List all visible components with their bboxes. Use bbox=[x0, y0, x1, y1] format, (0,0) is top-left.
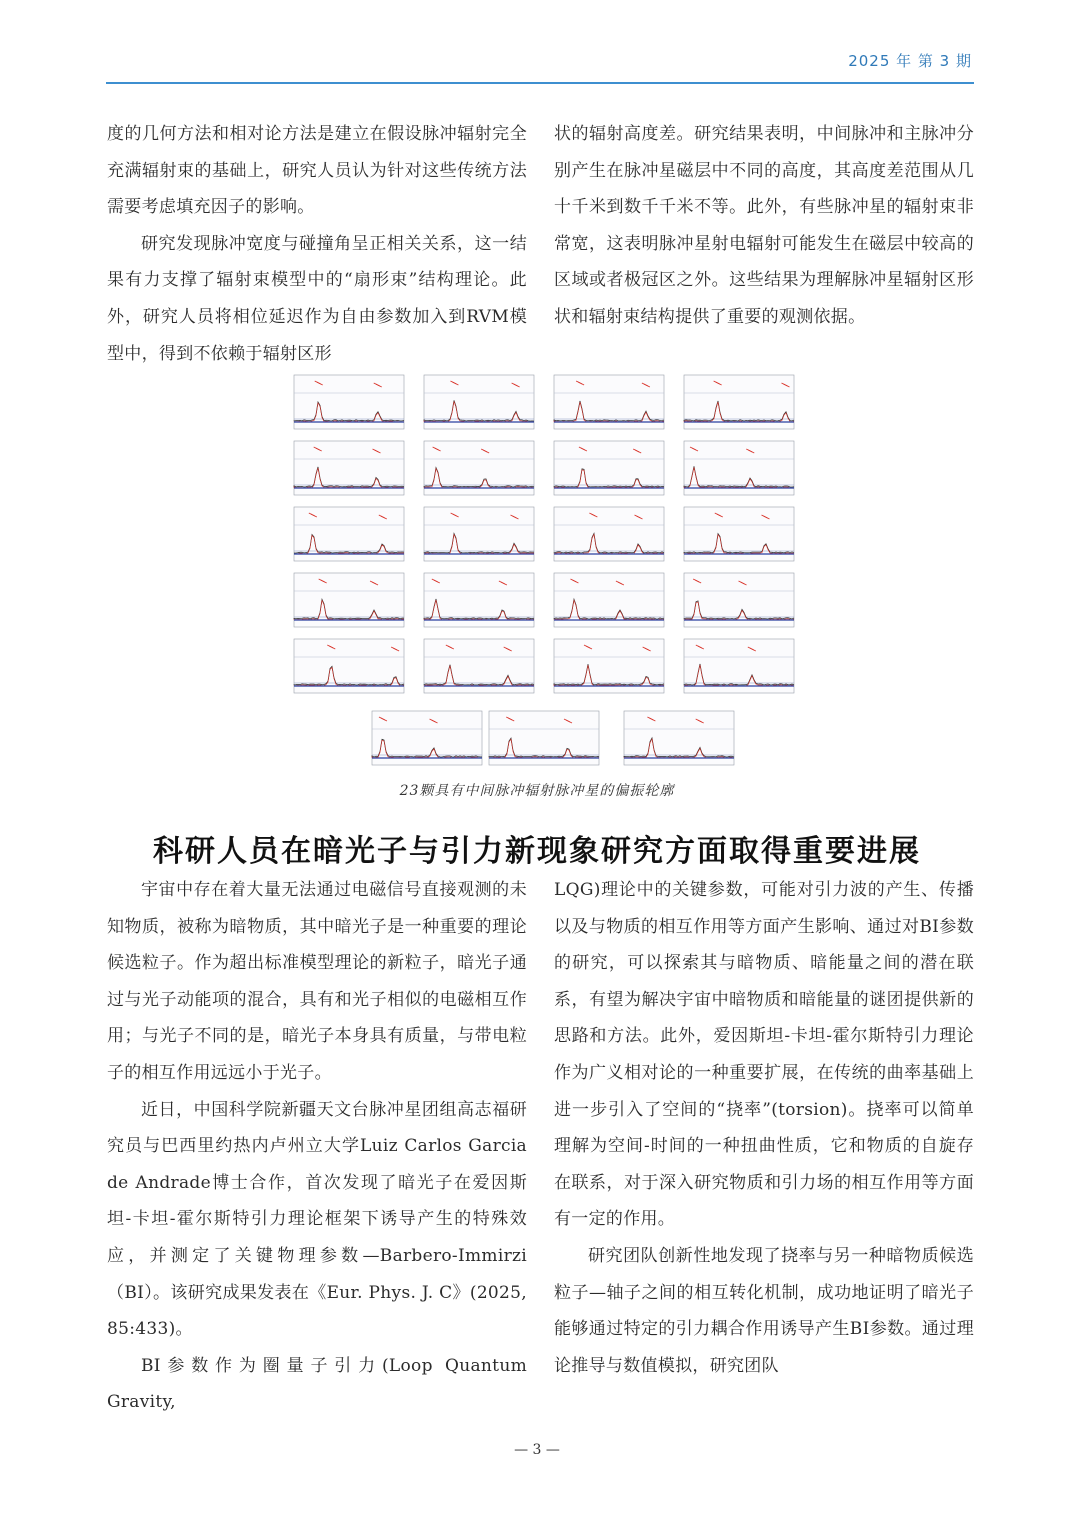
profile-panel bbox=[284, 437, 406, 499]
profile-panel bbox=[544, 371, 666, 433]
paragraph: 宇宙中存在着大量无法通过电磁信号直接观测的未知物质，被称为暗物质，其中暗光子是一种重要的理论候选粒子。作为超出标准模型理论的新粒子，暗光子通过与光子动能项的混合，具有和光子相似的电磁相互作用；与光子不同的是，暗光子本身具有质量，与带电粒子的相互作用远远小于光子。 bbox=[107, 880, 527, 1083]
paragraph: 研究团队创新性地发现了挠率与另一种暗物质候选粒子—轴子之间的相互转化机制，成功地证明了暗光子能够通过特定的引力耦合作用诱导产生BI参数。通过理论推导与数值模拟，研究团队 bbox=[554, 1245, 974, 1376]
profile-panel bbox=[284, 635, 406, 697]
profile-panel bbox=[414, 371, 536, 433]
article-title: 科研人员在暗光子与引力新现象研究方面取得重要进展 bbox=[153, 834, 921, 869]
issue-label: 2025 年 第 3 期 bbox=[848, 52, 972, 70]
profile-panel bbox=[674, 371, 796, 433]
profile-panel bbox=[544, 569, 666, 631]
paragraph: 度的几何方法和相对论方法是建立在假设脉冲辐射完全充满辐射束的基础上，研究人员认为针对这些传统方法需要考虑填充因子的影响。 bbox=[107, 124, 527, 218]
paragraph: 研究发现脉冲宽度与碰撞角呈正相关关系，这一结果有力支撑了辐射束模型中的“扇形束”结构理论。此外，研究人员将相位延迟作为自由参数加入到RVM模型中，得到不依赖于辐射区形 bbox=[107, 233, 527, 364]
article1-column-right bbox=[554, 116, 974, 336]
paragraph: BI参数作为圈量子引力(Loop Quantum Gravity, bbox=[107, 1355, 527, 1413]
article1-column-left bbox=[107, 116, 527, 372]
polarization-profiles-figure bbox=[284, 371, 796, 775]
article2-column-right bbox=[554, 872, 974, 1384]
profile-panel bbox=[544, 635, 666, 697]
profile-panel bbox=[674, 437, 796, 499]
profile-panel bbox=[544, 437, 666, 499]
profile-panel bbox=[362, 707, 484, 769]
profile-panel bbox=[614, 707, 736, 769]
article2-column-left bbox=[107, 872, 527, 1421]
profile-panel bbox=[414, 569, 536, 631]
paragraph: LQG)理论中的关键参数，可能对引力波的产生、传播以及与物质的相互作用等方面产生影响、通过对BI参数的研究，可以探索其与暗物质、暗能量之间的潜在联系，有望为解决宇宙中暗物质和暗能量的谜团提供新的思路和方法。此外，爱因斯坦-卡坦-霍尔斯特引力理论作为广义相对论的一种重要扩展，在传统的曲率基础上进一步引入了空间的“挠率”(torsion)。挠率可以简单理解为空间-时间的一种扭曲性质，它和物质的自旋存在联系，对于深入研究物质和引力场的相互作用等方面有一定的作用。 bbox=[554, 880, 974, 1230]
paragraph: 状的辐射高度差。研究结果表明，中间脉冲和主脉冲分别产生在脉冲星磁层中不同的高度，其高度差范围从几十千米到数千千米不等。此外，有些脉冲星的辐射束非常宽，这表明脉冲星射电辐射可能发生在磁层中较高的区域或者极冠区之外。这些结果为理解脉冲星辐射区形状和辐射束结构提供了重要的观测依据。 bbox=[554, 124, 974, 327]
profile-panel bbox=[544, 503, 666, 565]
profile-panel bbox=[284, 569, 406, 631]
profile-panel bbox=[414, 437, 536, 499]
profile-panel bbox=[414, 635, 536, 697]
profile-panel bbox=[284, 503, 406, 565]
profile-panel bbox=[674, 569, 796, 631]
profile-panel bbox=[414, 503, 536, 565]
profile-panel bbox=[284, 371, 406, 433]
page-number: — 3 — bbox=[514, 1442, 560, 1458]
profile-panel bbox=[479, 707, 601, 769]
profile-panel bbox=[674, 635, 796, 697]
paragraph: 近日，中国科学院新疆天文台脉冲星团组高志福研究员与巴西里约热内卢州立大学Luiz Carlos Garcia de Andrade博士合作，首次发现了暗光子在爱因斯坦-卡坦-霍尔斯特引力理论框架下诱导产生的特殊效应，并测定了关键物理参数—Barbero-Immirzi（BI）。该研究成果发表在《Eur. Phys. J. C》(2025, 85:433)。 bbox=[107, 1099, 527, 1340]
profile-panel bbox=[674, 503, 796, 565]
header-rule bbox=[106, 82, 974, 84]
figure-caption: 23颗具有中间脉冲辐射脉冲星的偏振轮廓 bbox=[399, 783, 675, 799]
